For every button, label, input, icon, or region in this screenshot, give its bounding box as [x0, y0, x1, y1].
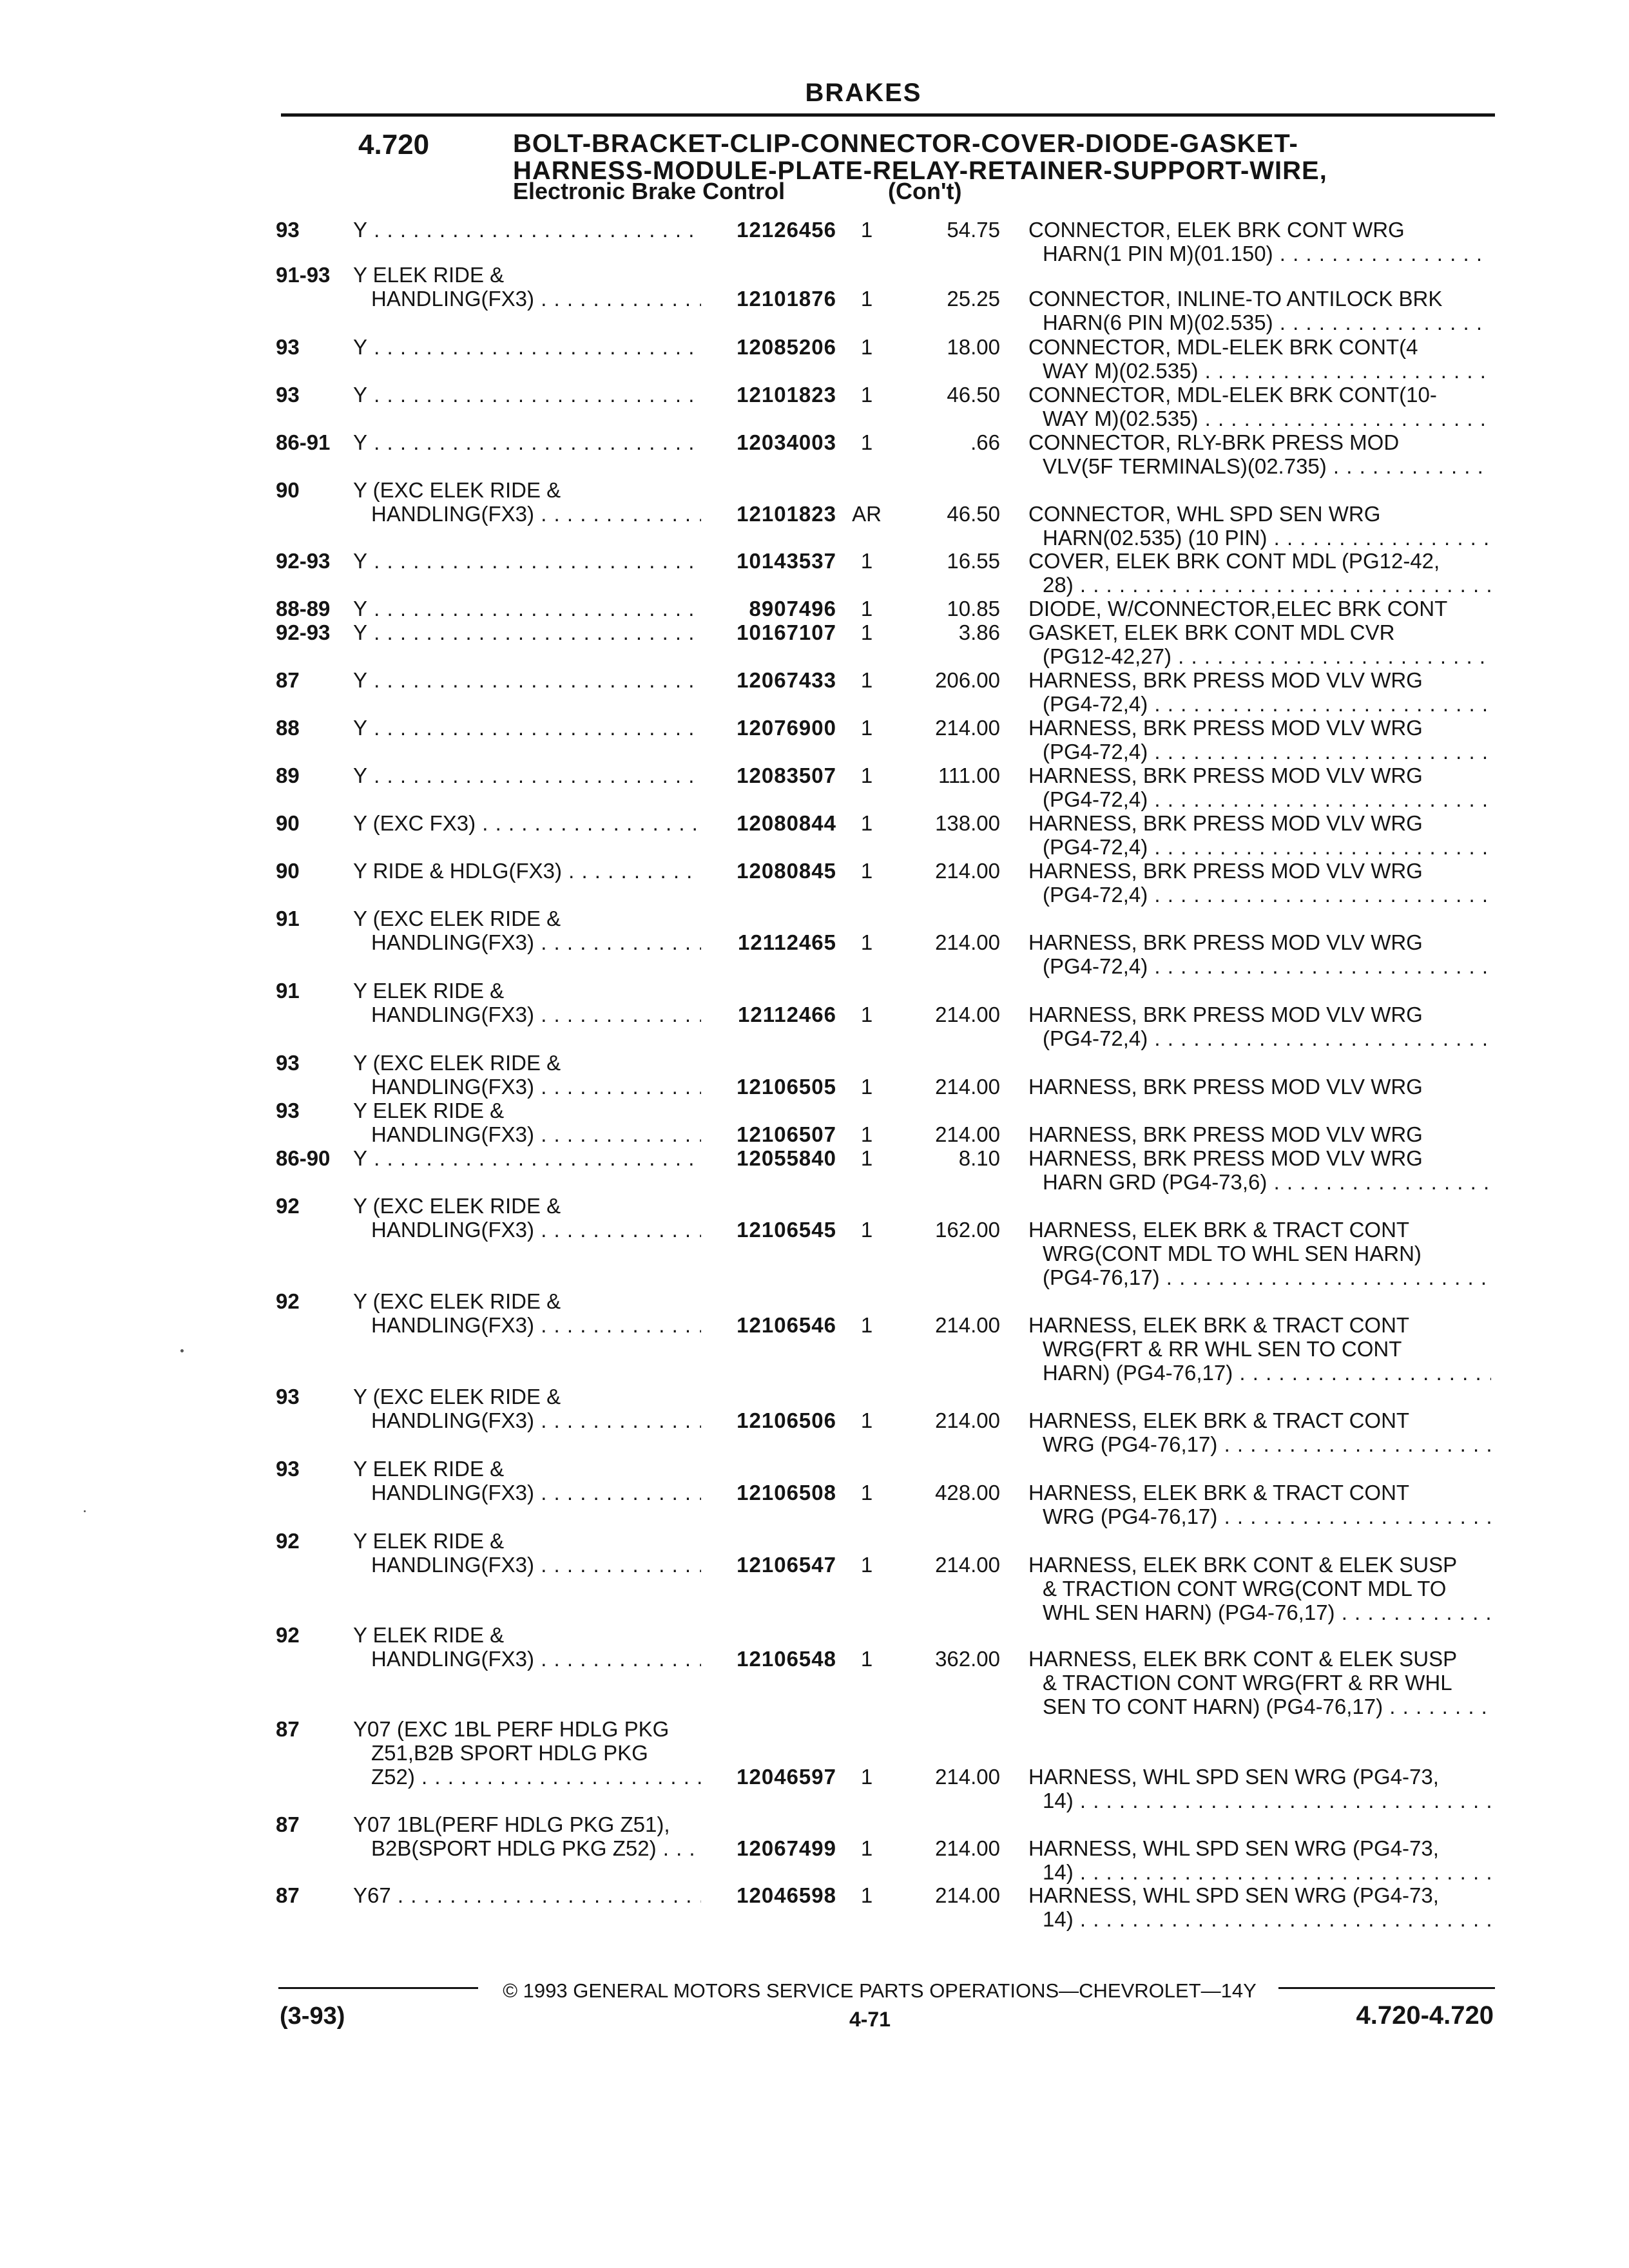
entry-model-line: HANDLING(FX3) . . .: [353, 1218, 701, 1242]
footer-copyright: © 1993 GENERAL MOTORS SERVICE PARTS OPERATIONS—CHEVROLET—14Y: [503, 1979, 1257, 2002]
entry-description-line: (PG4-72,4) . . .: [1028, 835, 1491, 859]
entry-model: [353, 979, 701, 1026]
entry-model-line: Y . . .: [353, 597, 701, 620]
entry-price: 206.00: [935, 668, 1000, 692]
entry-description-line: (PG4-72,4) . . .: [1028, 1026, 1491, 1050]
entry-description-line: WAY M)(02.535) . . .: [1028, 407, 1491, 430]
entry-model: [353, 620, 701, 644]
entry-model: [353, 335, 701, 359]
entry-description-line: HARNESS, BRK PRESS MOD VLV WRG: [1028, 668, 1423, 692]
entry-year: 87: [276, 1812, 300, 1836]
entry-part-number: 10167107: [737, 620, 836, 644]
entry-model: [353, 1385, 701, 1432]
entry-quantity: 1: [860, 287, 873, 311]
entry-model: [353, 218, 701, 242]
entry-quantity: 1: [860, 1481, 873, 1504]
entry-description-line: HARN) (PG4-76,17) . . .: [1028, 1361, 1491, 1385]
entry-model: [353, 263, 701, 311]
entry-quantity: 1: [860, 430, 873, 454]
entry-quantity: 1: [860, 1765, 873, 1789]
footer-rule-left: [278, 1987, 478, 1989]
entry-part-number: 12106505: [737, 1075, 836, 1099]
entry-description-line: HARNESS, BRK PRESS MOD VLV WRG: [1028, 811, 1423, 835]
entry-description-line: HARNESS, BRK PRESS MOD VLV WRG: [1028, 716, 1423, 740]
entry-model: [353, 1146, 701, 1170]
entry-model-line: HANDLING(FX3) . . .: [353, 1408, 701, 1432]
entry-quantity: 1: [860, 1553, 873, 1577]
entry-year: 90: [276, 811, 300, 835]
entry-description-line: HARN GRD (PG4-73,6) . . .: [1028, 1170, 1491, 1194]
header-rule: [281, 113, 1495, 117]
entry-price: 16.55: [947, 549, 1000, 573]
section-continued: (Con't): [888, 178, 962, 204]
footer-rule-right: [1278, 1987, 1495, 1989]
entry-price: 214.00: [935, 1003, 1000, 1026]
entry-model: [353, 430, 701, 454]
entry-description: [1028, 1218, 1491, 1289]
entry-year: 93: [276, 1051, 300, 1075]
entry-description-line: HARNESS, WHL SPD SEN WRG (PG4-73,: [1028, 1883, 1439, 1907]
entry-price: 25.25: [947, 287, 1000, 311]
entry-price: 214.00: [935, 1122, 1000, 1146]
entry-description-line: HARNESS, BRK PRESS MOD VLV WRG: [1028, 859, 1423, 883]
entry-model-line: Y . . .: [353, 1146, 701, 1170]
entry-description-line: (PG4-72,4) . . .: [1028, 883, 1491, 907]
entry-description-line: HARN(6 PIN M)(02.535) . . .: [1028, 311, 1491, 334]
entry-quantity: 1: [860, 1883, 873, 1907]
entry-year: 90: [276, 859, 300, 883]
entry-model-line: Y . . .: [353, 218, 701, 242]
entry-description-line: HARNESS, BRK PRESS MOD VLV WRG: [1028, 930, 1423, 954]
entry-description-line: WAY M)(02.535) . . .: [1028, 359, 1491, 383]
entry-description: [1028, 1146, 1491, 1194]
scan-speck: [180, 1349, 184, 1352]
entry-year: 90: [276, 478, 300, 502]
entry-model-line: Y RIDE & HDLG(FX3) . . .: [353, 859, 701, 883]
entry-model: [353, 597, 701, 620]
entry-model-line: Y07 1BL(PERF HDLG PKG Z51),: [353, 1812, 670, 1836]
entry-description-line: (PG4-72,4) . . .: [1028, 954, 1491, 978]
entry-description: [1028, 335, 1491, 383]
entry-price: 362.00: [935, 1647, 1000, 1671]
entry-description: [1028, 502, 1491, 550]
entry-description-line: CONNECTOR, ELEK BRK CONT WRG: [1028, 218, 1405, 242]
entry-quantity: 1: [860, 620, 873, 644]
entry-model-line: HANDLING(FX3) . . .: [353, 1122, 701, 1146]
entry-description-line: HARN(02.535) (10 PIN) . . .: [1028, 526, 1491, 550]
entry-model: [353, 549, 701, 573]
entry-model-line: Y . . .: [353, 716, 701, 740]
entry-model-line: Y . . .: [353, 620, 701, 644]
entry-quantity: 1: [860, 811, 873, 835]
footer-date-code: (3-93): [280, 2003, 345, 2030]
entry-part-number: 12106547: [737, 1553, 836, 1577]
entry-description: [1028, 1075, 1491, 1099]
entry-year: 91: [276, 979, 300, 1003]
entry-description-line: WRG (PG4-76,17) . . .: [1028, 1432, 1491, 1456]
entry-description-line: VLV(5F TERMINALS)(02.735) . . .: [1028, 454, 1491, 478]
entry-description-line: WRG (PG4-76,17) . . .: [1028, 1504, 1491, 1528]
entry-year: 92: [276, 1194, 300, 1218]
entry-part-number: 12046597: [737, 1765, 836, 1789]
entry-quantity: 1: [860, 383, 873, 407]
entry-model-line: Y (EXC ELEK RIDE &: [353, 1289, 561, 1313]
entry-part-number: 12076900: [737, 716, 836, 740]
entry-model: [353, 1194, 701, 1242]
entry-description-line: HARN(1 PIN M)(01.150) . . .: [1028, 242, 1491, 265]
entry-description: [1028, 668, 1491, 716]
entry-quantity: 1: [860, 1218, 873, 1242]
entry-quantity: 1: [860, 859, 873, 883]
entry-description: [1028, 1883, 1491, 1931]
entry-price: 214.00: [935, 716, 1000, 740]
entry-description: [1028, 549, 1491, 597]
entry-description-line: HARNESS, ELEK BRK & TRACT CONT: [1028, 1408, 1410, 1432]
entry-description: [1028, 716, 1491, 764]
entry-description: [1028, 620, 1491, 668]
entry-year: 92-93: [276, 620, 331, 644]
entry-quantity: 1: [860, 1075, 873, 1099]
entry-year: 87: [276, 668, 300, 692]
entry-description-line: HARNESS, ELEK BRK & TRACT CONT: [1028, 1481, 1410, 1504]
entry-part-number: 12106546: [737, 1313, 836, 1337]
entry-description-line: CONNECTOR, MDL-ELEK BRK CONT(10-: [1028, 383, 1437, 407]
entry-model: [353, 1623, 701, 1671]
entry-model-line: Y (EXC ELEK RIDE &: [353, 478, 561, 502]
entry-price: 18.00: [947, 335, 1000, 359]
entry-price: 214.00: [935, 1883, 1000, 1907]
entry-quantity: 1: [860, 716, 873, 740]
entry-description-line: (PG4-72,4) . . .: [1028, 740, 1491, 764]
entry-part-number: 12112466: [737, 1003, 836, 1026]
entry-description: [1028, 1553, 1491, 1624]
entry-year: 93: [276, 335, 300, 359]
entry-model-line: HANDLING(FX3) . . .: [353, 1647, 701, 1671]
entry-part-number: 12085206: [737, 335, 836, 359]
entry-part-number: 12080845: [737, 859, 836, 883]
entry-quantity: 1: [860, 668, 873, 692]
entry-part-number: 12101823: [737, 383, 836, 407]
entry-part-number: 12106507: [737, 1122, 836, 1146]
entry-description-line: HARNESS, ELEK BRK CONT & ELEK SUSP: [1028, 1553, 1458, 1577]
entry-model-line: HANDLING(FX3) . . .: [353, 502, 701, 526]
entry-description-line: COVER, ELEK BRK CONT MDL (PG12-42,: [1028, 549, 1440, 573]
entry-part-number: 12112465: [737, 930, 836, 954]
entry-part-number: 12067433: [737, 668, 836, 692]
entry-model-line: Y ELEK RIDE &: [353, 1099, 505, 1122]
entry-description-line: WRG(CONT MDL TO WHL SEN HARN): [1043, 1242, 1422, 1265]
entry-description-line: GASKET, ELEK BRK CONT MDL CVR: [1028, 620, 1395, 644]
entry-model-line: HANDLING(FX3) . . .: [353, 1481, 701, 1504]
entry-model-line: Y ELEK RIDE &: [353, 979, 505, 1003]
entry-description-line: HARNESS, WHL SPD SEN WRG (PG4-73,: [1028, 1765, 1439, 1789]
entry-description: [1028, 1313, 1491, 1385]
entry-description: [1028, 1408, 1491, 1456]
entry-part-number: 12067499: [737, 1836, 836, 1860]
entry-model-line: Z51,B2B SPORT HDLG PKG: [371, 1741, 648, 1765]
entry-model-line: Y67 . . .: [353, 1883, 701, 1907]
entry-part-number: 12046598: [737, 1883, 836, 1907]
entry-model-line: Y . . .: [353, 668, 701, 692]
entry-part-number: 10143537: [737, 549, 836, 573]
entry-price: 54.75: [947, 218, 1000, 242]
entry-quantity: 1: [860, 1003, 873, 1026]
entry-model-line: Y ELEK RIDE &: [353, 1457, 505, 1481]
entry-description-line: CONNECTOR, RLY-BRK PRESS MOD: [1028, 430, 1400, 454]
entry-description-line: 14) . . .: [1028, 1860, 1491, 1884]
entry-year: 87: [276, 1883, 300, 1907]
entry-year: 92: [276, 1529, 300, 1553]
entry-part-number: 12101823: [737, 502, 836, 526]
entry-description: [1028, 1122, 1491, 1146]
entry-quantity: 1: [860, 1146, 873, 1170]
entry-year: 87: [276, 1717, 300, 1741]
entry-price: 214.00: [935, 1313, 1000, 1337]
entry-year: 92: [276, 1623, 300, 1647]
entry-part-number: 12080844: [737, 811, 836, 835]
entry-description: [1028, 811, 1491, 859]
section-title-line: BOLT-BRACKET-CLIP-CONNECTOR-COVER-DIODE-GASKET-: [513, 130, 1298, 158]
entry-description-line: DIODE, W/CONNECTOR,ELEC BRK CONT: [1028, 597, 1448, 620]
entry-model-line: HANDLING(FX3) . . .: [353, 287, 701, 311]
footer-page-number: 4-71: [849, 2008, 891, 2031]
entry-model-line: Y (EXC ELEK RIDE &: [353, 1051, 561, 1075]
entry-quantity: 1: [860, 335, 873, 359]
entry-price: 214.00: [935, 1765, 1000, 1789]
entry-quantity: 1: [860, 549, 873, 573]
entry-model-line: HANDLING(FX3) . . .: [353, 1003, 701, 1026]
entry-part-number: 12034003: [737, 430, 836, 454]
entry-description-line: HARNESS, BRK PRESS MOD VLV WRG: [1028, 1146, 1423, 1170]
entry-quantity: 1: [860, 1836, 873, 1860]
entry-part-number: 12106545: [737, 1218, 836, 1242]
entry-model: [353, 859, 701, 883]
entry-quantity: 1: [860, 930, 873, 954]
entry-year: 86-91: [276, 430, 331, 454]
entry-description-line: (PG4-72,4) . . .: [1028, 692, 1491, 716]
entry-year: 86-90: [276, 1146, 331, 1170]
entry-year: 88-89: [276, 597, 331, 620]
entry-price: 214.00: [935, 1075, 1000, 1099]
entry-quantity: 1: [860, 218, 873, 242]
entry-description-line: (PG12-42,27) . . .: [1028, 644, 1491, 668]
entry-model: [353, 1051, 701, 1099]
entry-description-line: CONNECTOR, INLINE-TO ANTILOCK BRK: [1028, 287, 1443, 311]
entry-model-line: Y . . .: [353, 335, 701, 359]
entry-model-line: HANDLING(FX3) . . .: [353, 1553, 701, 1577]
entry-price: 138.00: [935, 811, 1000, 835]
entry-description: [1028, 1481, 1491, 1528]
entry-model: [353, 668, 701, 692]
entry-price: 214.00: [935, 859, 1000, 883]
scan-speck: [84, 1510, 86, 1512]
entry-model: [353, 478, 701, 526]
entry-year: 93: [276, 1385, 300, 1408]
section-title: [513, 130, 1327, 184]
entry-description-line: WRG(FRT & RR WHL SEN TO CONT: [1043, 1337, 1402, 1361]
entry-model-line: Y . . .: [353, 549, 701, 573]
entry-description: [1028, 1003, 1491, 1050]
entry-model-line: HANDLING(FX3) . . .: [353, 1313, 701, 1337]
entry-model-line: Y (EXC ELEK RIDE &: [353, 907, 561, 930]
entry-description-line: (PG4-76,17) . . .: [1028, 1265, 1491, 1289]
entry-description-line: SEN TO CONT HARN) (PG4-76,17) . . .: [1028, 1695, 1491, 1718]
entry-model-line: Y ELEK RIDE &: [353, 1529, 505, 1553]
entry-description-line: CONNECTOR, MDL-ELEK BRK CONT(4: [1028, 335, 1418, 359]
entry-price: .66: [970, 430, 1000, 454]
entry-model-line: Y (EXC ELEK RIDE &: [353, 1194, 561, 1218]
entry-price: 111.00: [938, 764, 1000, 787]
entry-description: [1028, 930, 1491, 978]
entry-description-line: (PG4-72,4) . . .: [1028, 787, 1491, 811]
entry-part-number: 12106548: [737, 1647, 836, 1671]
entry-description: [1028, 430, 1491, 478]
entry-model: [353, 383, 701, 407]
entry-year: 91: [276, 907, 300, 930]
entry-part-number: 12055840: [737, 1146, 836, 1170]
entry-quantity: 1: [860, 1647, 873, 1671]
entry-description-line: & TRACTION CONT WRG(CONT MDL TO: [1043, 1577, 1447, 1600]
entry-price: 162.00: [935, 1218, 1000, 1242]
entry-description: [1028, 383, 1491, 430]
entry-model: [353, 907, 701, 954]
entry-description: [1028, 764, 1491, 811]
entry-quantity: 1: [860, 597, 873, 620]
entry-model-line: B2B(SPORT HDLG PKG Z52) . . .: [353, 1836, 701, 1860]
entry-model: [353, 811, 701, 835]
entry-model-line: Y ELEK RIDE &: [353, 263, 505, 287]
section-title-line: HARNESS-MODULE-PLATE-RELAY-RETAINER-SUPPORT-WIRE,: [513, 157, 1327, 185]
entry-model: [353, 1099, 701, 1146]
entry-description-line: HARNESS, WHL SPD SEN WRG (PG4-73,: [1028, 1836, 1439, 1860]
page-header-title: BRAKES: [805, 79, 922, 107]
entry-description-line: 14) . . .: [1028, 1789, 1491, 1812]
entry-price: 3.86: [958, 620, 1000, 644]
entry-description: [1028, 1765, 1491, 1812]
entry-year: 91-93: [276, 263, 331, 287]
entry-description-line: HARNESS, BRK PRESS MOD VLV WRG: [1028, 1122, 1423, 1146]
entry-price: 214.00: [935, 1408, 1000, 1432]
entry-description: [1028, 287, 1491, 334]
entry-model: [353, 1883, 701, 1907]
entry-description: [1028, 1647, 1491, 1718]
entry-year: 88: [276, 716, 300, 740]
entry-description-line: HARNESS, BRK PRESS MOD VLV WRG: [1028, 1003, 1423, 1026]
entry-description: [1028, 597, 1491, 620]
entry-price: 214.00: [935, 1553, 1000, 1577]
entry-model-line: HANDLING(FX3) . . .: [353, 930, 701, 954]
entry-part-number: 12106506: [737, 1408, 836, 1432]
entry-description-line: HARNESS, ELEK BRK CONT & ELEK SUSP: [1028, 1647, 1458, 1671]
entry-part-number: 12126456: [737, 218, 836, 242]
entry-description: [1028, 218, 1491, 265]
entry-model: [353, 1289, 701, 1337]
entry-price: 46.50: [947, 502, 1000, 526]
entry-year: 93: [276, 218, 300, 242]
entry-quantity: 1: [860, 764, 873, 787]
entry-description-line: & TRACTION CONT WRG(FRT & RR WHL: [1043, 1671, 1452, 1695]
entry-model-line: Y . . .: [353, 764, 701, 787]
entry-quantity: AR: [852, 502, 882, 526]
entry-price: 46.50: [947, 383, 1000, 407]
entry-part-number: 8907496: [749, 597, 836, 620]
entry-model-line: Y . . .: [353, 383, 701, 407]
entry-description-line: CONNECTOR, WHL SPD SEN WRG: [1028, 502, 1381, 526]
entry-price: 214.00: [935, 1836, 1000, 1860]
entry-model: [353, 764, 701, 787]
entry-year: 93: [276, 1457, 300, 1481]
entry-price: 428.00: [935, 1481, 1000, 1504]
entry-model-line: Y . . .: [353, 430, 701, 454]
entry-model-line: Y ELEK RIDE &: [353, 1623, 505, 1647]
entry-model-line: Y (EXC ELEK RIDE &: [353, 1385, 561, 1408]
entry-model-line: Y (EXC FX3) . . .: [353, 811, 701, 835]
entry-model: [353, 1717, 701, 1789]
entry-quantity: 1: [860, 1408, 873, 1432]
entry-model-line: HANDLING(FX3) . . .: [353, 1075, 701, 1099]
entry-description-line: HARNESS, BRK PRESS MOD VLV WRG: [1028, 764, 1423, 787]
entry-year: 89: [276, 764, 300, 787]
entry-price: 8.10: [958, 1146, 1000, 1170]
entry-description: [1028, 1836, 1491, 1884]
entry-part-number: 12106508: [737, 1481, 836, 1504]
entry-model: [353, 1812, 701, 1860]
entry-part-number: 12101876: [737, 287, 836, 311]
entry-quantity: 1: [860, 1313, 873, 1337]
entry-description: [1028, 859, 1491, 907]
section-subtitle: Electronic Brake Control: [513, 178, 786, 204]
entry-year: 93: [276, 383, 300, 407]
entry-model-line: Z52) . . .: [353, 1765, 701, 1789]
entry-model-line: Y07 (EXC 1BL PERF HDLG PKG: [353, 1717, 670, 1741]
entry-year: 93: [276, 1099, 300, 1122]
footer-section-range: 4.720-4.720: [1356, 2001, 1494, 2030]
entry-description-line: HARNESS, BRK PRESS MOD VLV WRG: [1028, 1075, 1423, 1099]
entry-model: [353, 1457, 701, 1504]
entry-model: [353, 716, 701, 740]
entry-price: 10.85: [947, 597, 1000, 620]
entry-quantity: 1: [860, 1122, 873, 1146]
entry-description-line: 28) . . .: [1028, 573, 1491, 597]
entry-description-line: HARNESS, ELEK BRK & TRACT CONT: [1028, 1313, 1410, 1337]
entry-description-line: HARNESS, ELEK BRK & TRACT CONT: [1028, 1218, 1410, 1242]
entry-year: 92-93: [276, 549, 331, 573]
entry-description-line: WHL SEN HARN) (PG4-76,17) . . .: [1028, 1600, 1491, 1624]
section-number: 4.720: [358, 129, 430, 160]
entry-price: 214.00: [935, 930, 1000, 954]
entry-year: 92: [276, 1289, 300, 1313]
entry-part-number: 12083507: [737, 764, 836, 787]
entry-model: [353, 1529, 701, 1577]
entry-description-line: 14) . . .: [1028, 1907, 1491, 1931]
